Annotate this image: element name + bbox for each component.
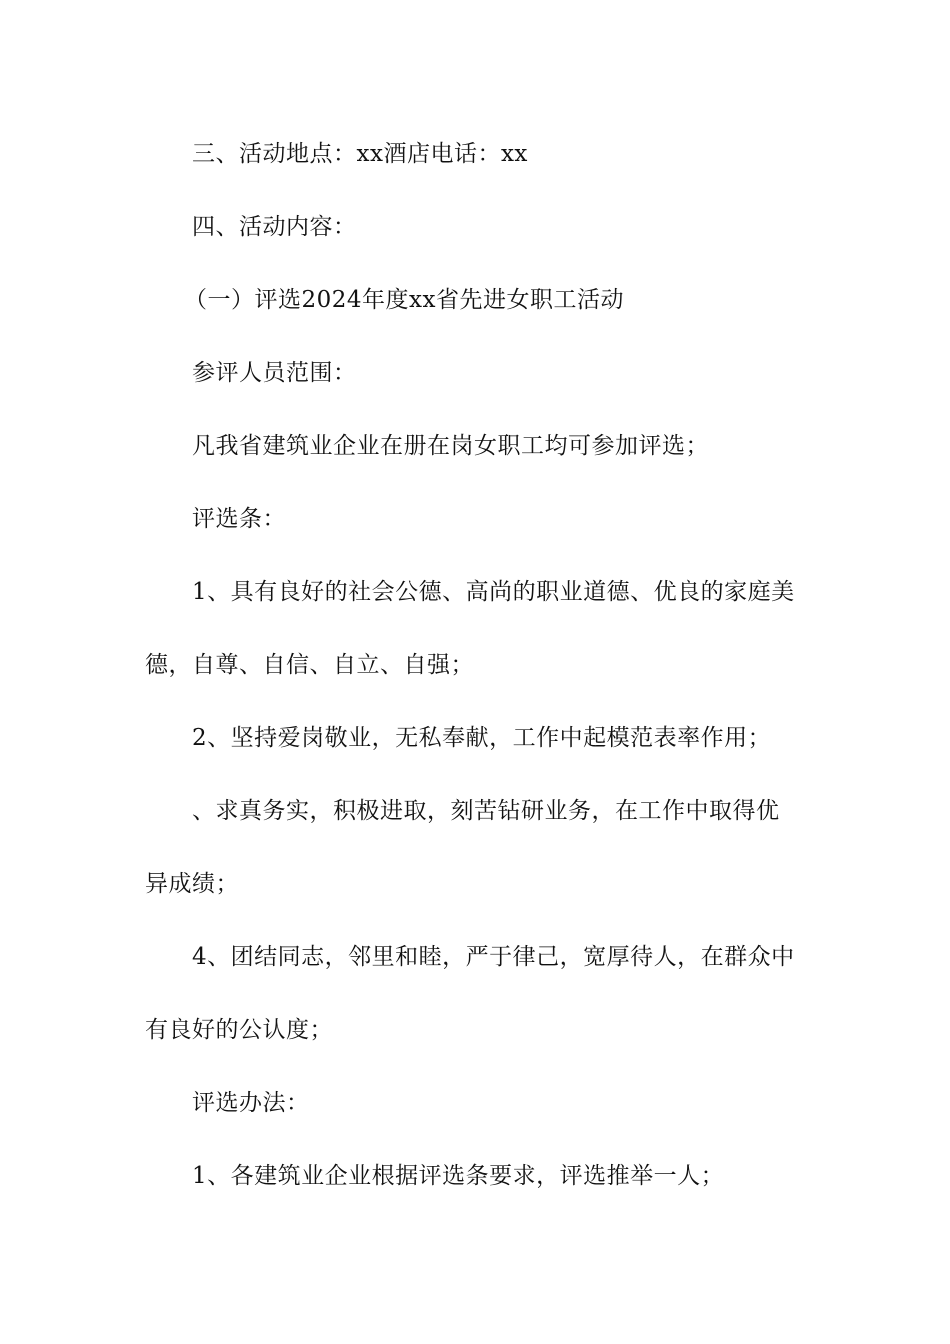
paragraph-criteria-1: 1、具有良好的社会公德、高尚的职业道德、优良的家庭美: [192, 579, 795, 605]
paragraph-criteria-3: 、求真务实，积极进取，刻苦钻研业务，在工作中取得优: [192, 798, 780, 824]
paragraph-criteria-2: 2、坚持爱岗敬业，无私奉献，工作中起模范表率作用；: [192, 725, 772, 751]
paragraph-criteria-4-cont: 有良好的公认度；: [145, 1017, 333, 1043]
paragraph-method-heading: 评选办法：: [192, 1090, 310, 1116]
paragraph-content-heading: 四、活动内容：: [192, 214, 357, 240]
paragraph-scope-text: 凡我省建筑业企业在册在岗女职工均可参加评选；: [192, 433, 709, 459]
paragraph-criteria-3-cont: 异成绩；: [145, 871, 239, 897]
paragraph-subheading-1: （一）评选2024年度xx省先进女职工活动: [184, 287, 624, 313]
paragraph-scope-heading: 参评人员范围：: [192, 360, 357, 386]
paragraph-criteria-1-cont: 德，自尊、自信、自立、自强；: [145, 652, 474, 678]
paragraph-venue: 三、活动地点：xx酒店电话：xx: [192, 141, 528, 167]
paragraph-method-1: 1、各建筑业企业根据评选条要求，评选推举一人；: [192, 1163, 725, 1189]
paragraph-criteria-heading: 评选条：: [192, 506, 286, 532]
paragraph-criteria-4: 4、团结同志，邻里和睦，严于律己，宽厚待人，在群众中: [192, 944, 795, 970]
